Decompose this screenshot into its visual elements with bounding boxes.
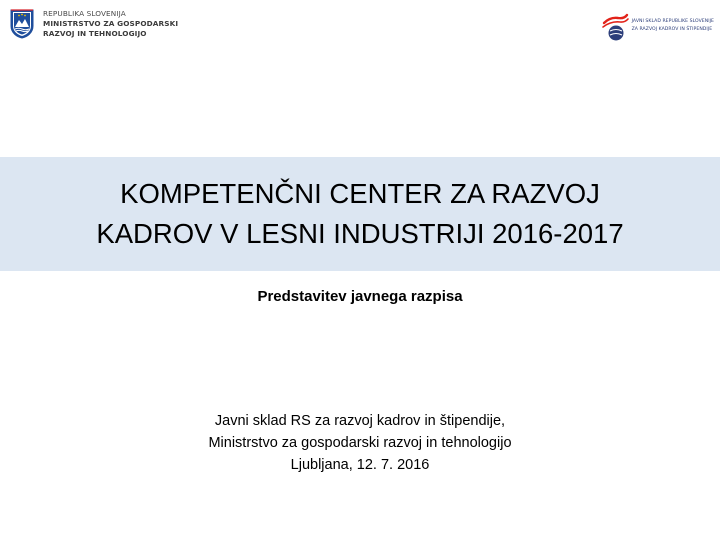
- slide-title: [96, 174, 623, 254]
- ministry-logo: [9, 9, 178, 39]
- presentation-date-location: Ljubljana, 12. 7. 2016: [290, 457, 430, 473]
- ministry-name-line: REPUBLIKA SLOVENIJA: [43, 9, 126, 18]
- fund-name-line: JAVNI SKLAD REPUBLIKE SLOVENIJE: [631, 19, 714, 24]
- ministry-name-line: RAZVOJ IN TEHNOLOGIJO: [43, 29, 147, 38]
- fund-logo: [600, 9, 714, 43]
- title-band: [0, 157, 720, 271]
- presenter-line: Javni sklad RS za razvoj kadrov in štipendije,: [214, 413, 506, 429]
- fund-swoosh-logo-icon: [600, 9, 630, 43]
- fund-name: [632, 18, 714, 34]
- slide-title-line: KOMPETENČNI CENTER ZA RAZVOJ: [120, 178, 600, 209]
- presenter-info: [0, 410, 720, 476]
- ministry-name: [43, 9, 178, 39]
- presenter-line: Ministrstvo za gospodarski razvoj in tehnologijo: [208, 435, 512, 451]
- slide-subtitle: Predstavitev javnega razpisa: [257, 288, 463, 305]
- fund-name-line: ZA RAZVOJ KADROV IN ŠTIPENDIJE: [631, 27, 713, 32]
- slide-title-line: KADROV V LESNI INDUSTRIJI 2016-2017: [96, 218, 624, 249]
- ministry-name-line: MINISTRSTVO ZA GOSPODARSKI: [43, 19, 179, 28]
- slovenia-coat-of-arms-icon: [9, 9, 35, 39]
